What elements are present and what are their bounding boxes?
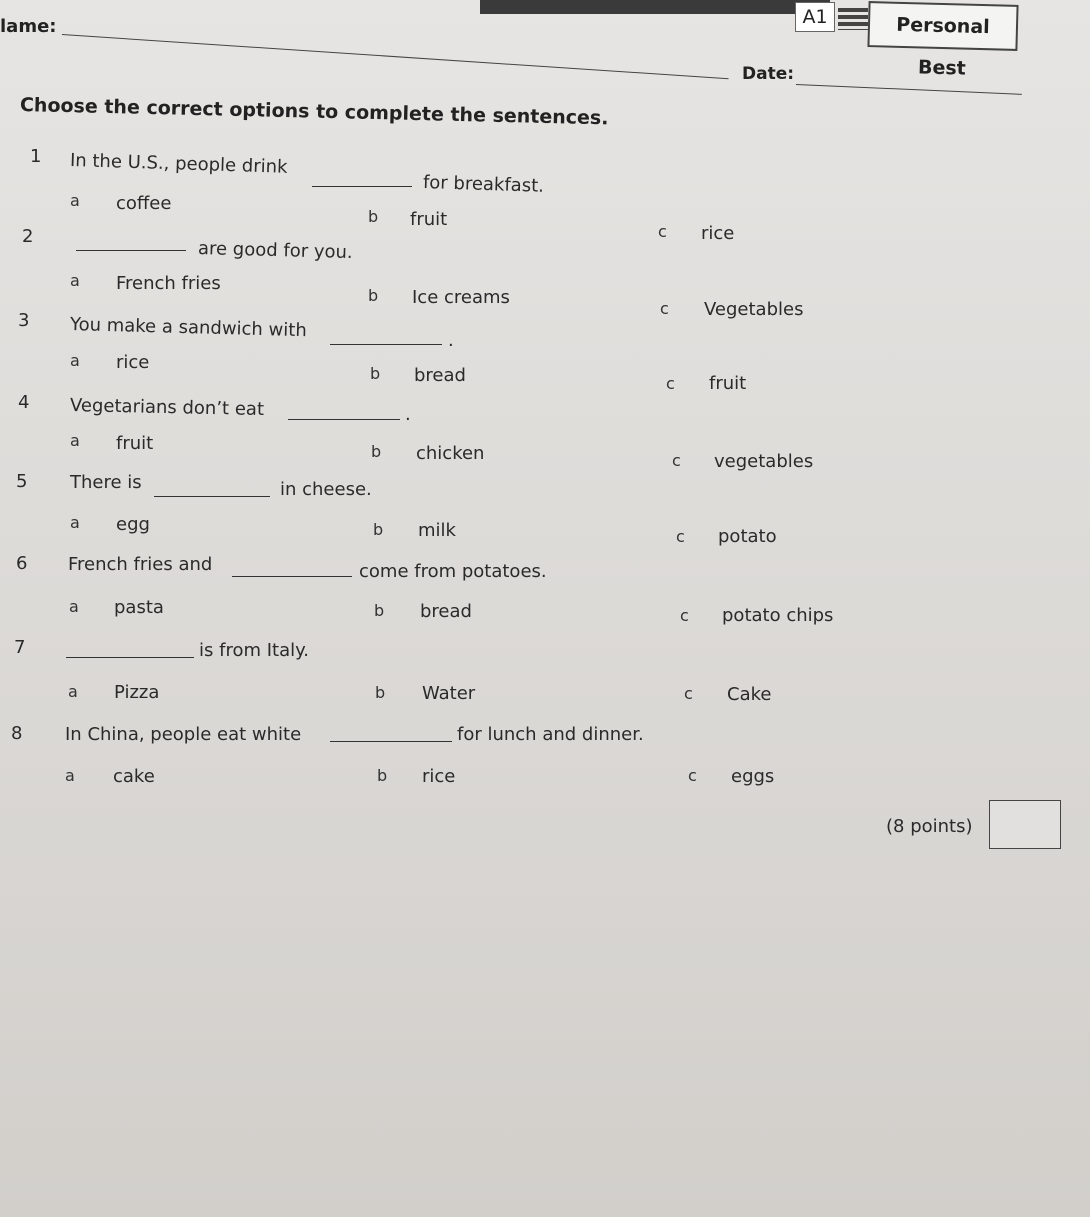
option-letter: a xyxy=(65,766,75,785)
option-text[interactable]: rice xyxy=(422,766,456,787)
option-letter: c xyxy=(672,451,681,470)
question-text: are good for you. xyxy=(197,238,353,264)
option-text[interactable]: Cake xyxy=(727,684,772,705)
points-label: (8 points) xyxy=(886,816,973,837)
name-label: lame: xyxy=(0,16,57,37)
date-label: Date: xyxy=(742,64,795,84)
option-text[interactable]: Pizza xyxy=(114,682,160,703)
question-text: come from potatoes. xyxy=(359,561,547,582)
option-text[interactable]: potato xyxy=(718,526,777,547)
answer-blank[interactable] xyxy=(288,419,400,420)
option-letter: a xyxy=(70,513,80,532)
option-letter: b xyxy=(374,601,385,620)
question-number: 4 xyxy=(18,392,30,413)
date-line[interactable] xyxy=(796,84,1022,95)
option-text[interactable]: chicken xyxy=(416,443,485,464)
answer-blank[interactable] xyxy=(66,657,194,658)
option-letter: b xyxy=(370,364,381,383)
option-text[interactable]: coffee xyxy=(116,193,172,214)
option-letter: a xyxy=(70,431,80,450)
question-text: There is xyxy=(70,472,142,493)
option-text[interactable]: cake xyxy=(113,766,155,787)
question-number: 1 xyxy=(30,146,42,167)
option-letter: c xyxy=(658,222,667,241)
question-text: in cheese. xyxy=(280,479,372,500)
option-letter: a xyxy=(70,351,80,370)
question-text: . xyxy=(405,404,411,425)
answer-blank[interactable] xyxy=(232,576,352,577)
option-letter: b xyxy=(371,442,382,461)
question-number: 8 xyxy=(11,723,23,744)
instructions: Choose the correct options to complete the sentences. xyxy=(19,94,609,130)
stripes-decoration xyxy=(838,8,868,30)
header-bar xyxy=(480,0,830,14)
option-text[interactable]: potato chips xyxy=(722,605,834,626)
question-text: You make a sandwich with xyxy=(69,314,308,342)
question-text: for breakfast. xyxy=(422,172,545,197)
option-text[interactable]: pasta xyxy=(114,597,164,618)
option-letter: c xyxy=(676,527,685,546)
option-text[interactable]: bread xyxy=(420,601,472,622)
option-letter: c xyxy=(680,606,689,625)
option-text[interactable]: Ice creams xyxy=(412,287,510,308)
option-text[interactable]: bread xyxy=(414,365,466,386)
option-letter: a xyxy=(70,191,80,210)
option-text[interactable]: fruit xyxy=(709,373,747,394)
question-number: 6 xyxy=(16,553,28,574)
answer-blank[interactable] xyxy=(154,496,270,497)
option-letter: a xyxy=(70,271,80,290)
option-letter: c xyxy=(666,374,675,393)
question-text: for lunch and dinner. xyxy=(457,724,644,745)
answer-blank[interactable] xyxy=(76,250,186,251)
option-letter: b xyxy=(377,766,388,785)
level-badge: A1 xyxy=(795,2,835,32)
option-letter: b xyxy=(373,520,384,539)
option-text[interactable]: milk xyxy=(418,520,456,541)
option-letter: a xyxy=(69,597,79,616)
option-letter: c xyxy=(684,684,693,703)
option-text[interactable]: French fries xyxy=(116,273,221,294)
option-letter: c xyxy=(660,299,669,318)
option-letter: c xyxy=(688,766,697,785)
option-text[interactable]: fruit xyxy=(116,433,154,454)
question-text: is from Italy. xyxy=(199,640,309,661)
option-letter: b xyxy=(368,286,379,305)
question-text: In the U.S., people drink xyxy=(69,150,288,178)
answer-blank[interactable] xyxy=(312,186,412,187)
question-text: In China, people eat white xyxy=(65,724,302,745)
score-box[interactable] xyxy=(989,800,1061,849)
option-letter: a xyxy=(68,682,78,701)
option-letter: b xyxy=(375,683,386,702)
option-text[interactable]: fruit xyxy=(410,209,448,230)
option-text[interactable]: rice xyxy=(701,223,735,244)
personal-best-badge: Personal Best xyxy=(867,1,1018,51)
option-text[interactable]: Vegetables xyxy=(704,299,804,320)
question-number: 2 xyxy=(22,226,34,247)
option-text[interactable]: Water xyxy=(422,683,476,704)
option-letter: b xyxy=(368,207,379,226)
question-text: French fries and xyxy=(68,554,213,575)
question-text: Vegetarians don’t eat xyxy=(69,395,265,421)
option-text[interactable]: eggs xyxy=(731,766,775,787)
question-number: 5 xyxy=(16,471,28,492)
question-number: 7 xyxy=(14,637,26,658)
question-text: . xyxy=(448,330,454,351)
option-text[interactable]: egg xyxy=(116,514,150,535)
option-text[interactable]: vegetables xyxy=(714,451,814,472)
question-number: 3 xyxy=(18,310,30,331)
option-text[interactable]: rice xyxy=(116,352,150,373)
answer-blank[interactable] xyxy=(330,344,442,345)
name-line[interactable] xyxy=(62,34,729,79)
answer-blank[interactable] xyxy=(330,741,452,742)
